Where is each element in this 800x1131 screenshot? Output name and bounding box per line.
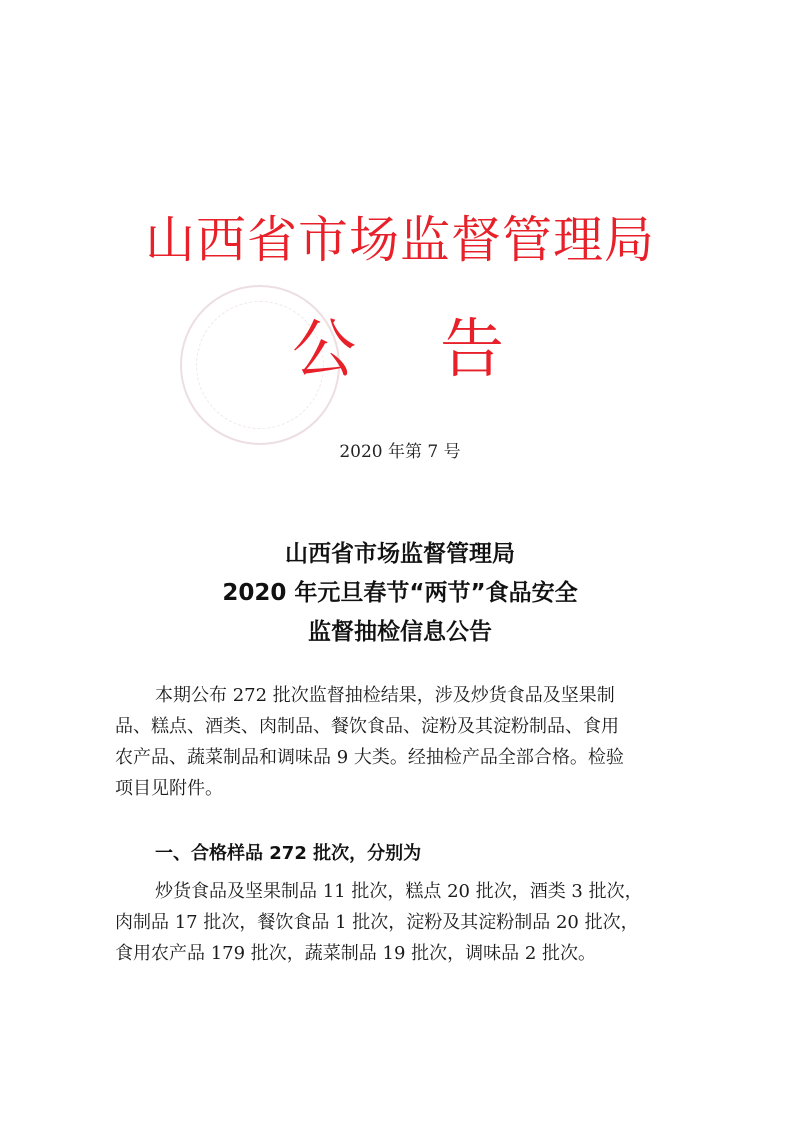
title-line-1: 山西省市场监督管理局 xyxy=(285,541,515,567)
intro-line-1: 本期公布 272 批次监督抽检结果，涉及炒货食品及坚果制 xyxy=(155,685,615,706)
intro-line-2: 品、糕点、酒类、肉制品、餐饮食品、淀粉及其淀粉制品、食用 xyxy=(115,716,619,737)
section-paragraph xyxy=(115,876,705,969)
notice-char-1: 公 xyxy=(292,313,356,387)
section-line-1: 炒货食品及坚果制品 11 批次，糕点 20 批次，酒类 3 批次， xyxy=(155,881,643,902)
title-line-2: 2020 年元旦春节“两节”食品安全 xyxy=(222,580,578,606)
notice-char-2: 告 xyxy=(440,313,504,387)
document-title xyxy=(0,535,800,652)
section-heading: 一、合格样品 272 批次，分别为 xyxy=(155,843,422,864)
intro-line-4: 项目见附件。 xyxy=(115,778,223,799)
section-line-2: 肉制品 17 批次，餐饮食品 1 批次，淀粉及其淀粉制品 20 批次， xyxy=(115,912,639,933)
agency-header: 山西省市场监督管理局 xyxy=(145,211,655,269)
title-line-3: 监督抽检信息公告 xyxy=(308,619,492,645)
intro-paragraph xyxy=(115,680,705,804)
document-number: 2020 年第 7 号 xyxy=(339,442,461,462)
section-line-3: 食用农产品 179 批次，蔬菜制品 19 批次，调味品 2 批次。 xyxy=(115,943,597,964)
intro-line-3: 农产品、蔬菜制品和调味品 9 大类。经抽检产品全部合格。检验 xyxy=(115,747,624,768)
notice-heading xyxy=(0,310,800,390)
